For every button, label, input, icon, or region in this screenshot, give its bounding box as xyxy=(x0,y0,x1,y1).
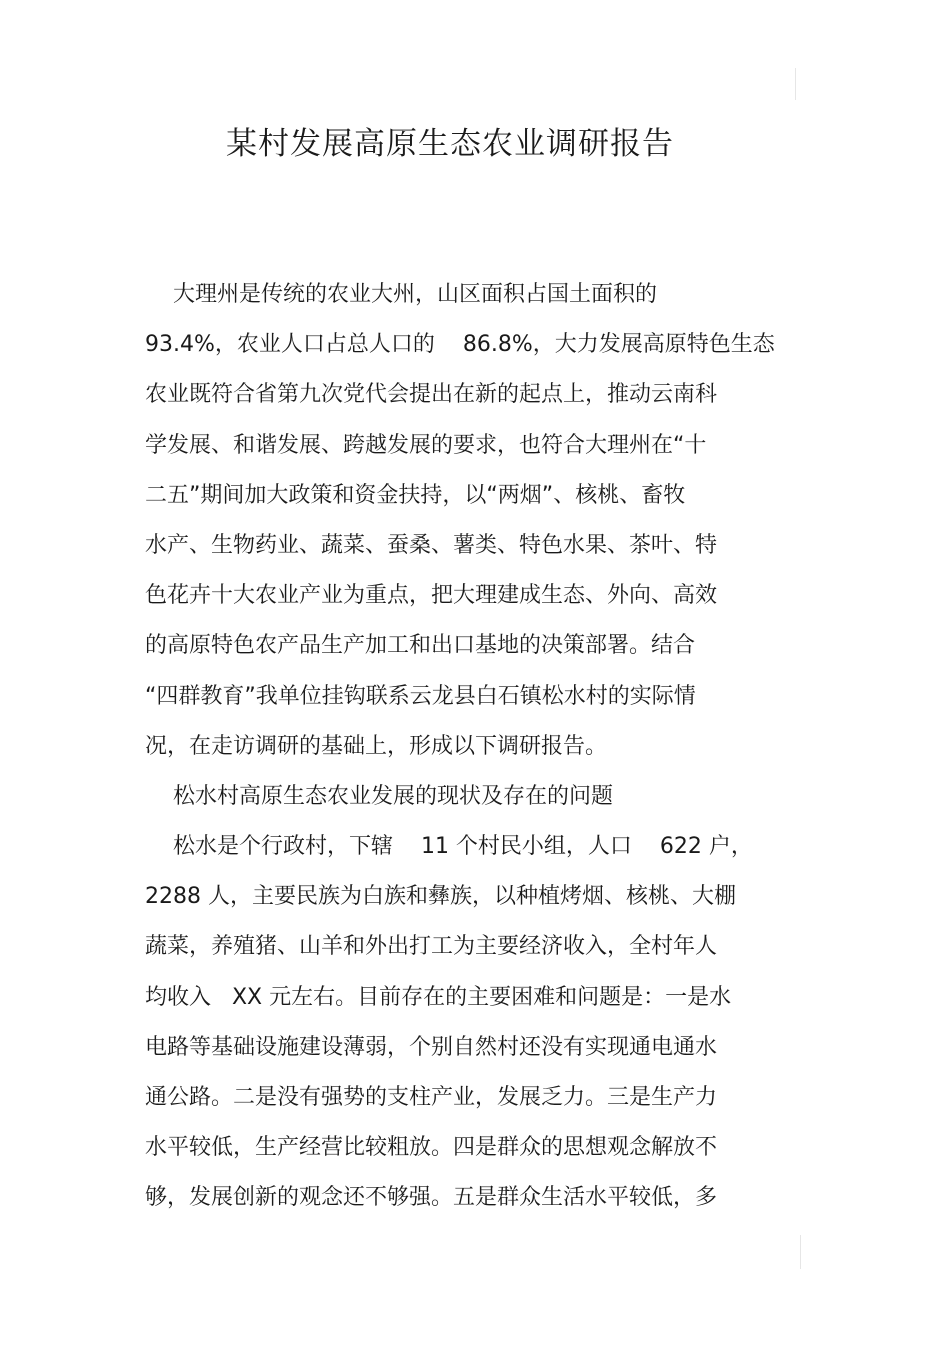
text-line: “四群教育”我单位挂钩联系云龙县白石镇松水村的实际情 xyxy=(145,683,696,709)
text-line: 松水是个行政村，下辖 11 个村民小组，人口 622 户， xyxy=(145,834,753,860)
text-line: 大理州是传统的农业大州，山区面积占国土面积的 xyxy=(145,282,657,307)
text-line: 的高原特色农产品生产加工和出口基地的决策部署。结合 xyxy=(145,633,696,659)
body-text xyxy=(145,270,825,1224)
text-line: 水产、生物药业、蔬菜、蚕桑、薯类、特色水果、茶叶、特 xyxy=(145,532,718,558)
text-line: 2288 人，主要民族为白族和彝族，以种植烤烟、核桃、大棚 xyxy=(145,884,736,910)
text-line: 均收入 XX 元左右。目前存在的主要困难和问题是：一是水 xyxy=(145,984,732,1010)
section-heading: 松水村高原生态农业发展的现状及存在的问题 xyxy=(145,783,613,809)
text-line: 水平较低，生产经营比较粗放。四是群众的思想观念解放不 xyxy=(145,1135,718,1161)
text-line: 电路等基础设施建设薄弱，个别自然村还没有实现通电通水 xyxy=(145,1034,718,1060)
text-line: 二五”期间加大政策和资金扶持，以“两烟”、核桃、畜牧 xyxy=(145,482,686,508)
page-edge-mark xyxy=(800,1235,801,1269)
text-line: 农业既符合省第九次党代会提出在新的起点上，推动云南科 xyxy=(145,382,718,408)
page-title: 某村发展高原生态农业调研报告 xyxy=(226,126,674,162)
text-line: 蔬菜，养殖猪、山羊和外出打工为主要经济收入，全村年人 xyxy=(145,934,718,960)
text-line: 色花卉十大农业产业为重点，把大理建成生态、外向、高效 xyxy=(145,583,718,609)
text-line: 够，发展创新的观念还不够强。五是群众生活水平较低，多 xyxy=(145,1185,718,1211)
text-line: 学发展、和谐发展、跨越发展的要求，也符合大理州在“十 xyxy=(145,432,707,458)
page-edge-mark xyxy=(795,68,796,100)
text-line: 通公路。二是没有强势的支柱产业，发展乏力。三是生产力 xyxy=(145,1085,718,1110)
text-line: 93.4%，农业人口占总人口的 86.8%，大力发展高原特色生态 xyxy=(145,332,775,358)
text-line: 况，在走访调研的基础上，形成以下调研报告。 xyxy=(145,733,608,759)
